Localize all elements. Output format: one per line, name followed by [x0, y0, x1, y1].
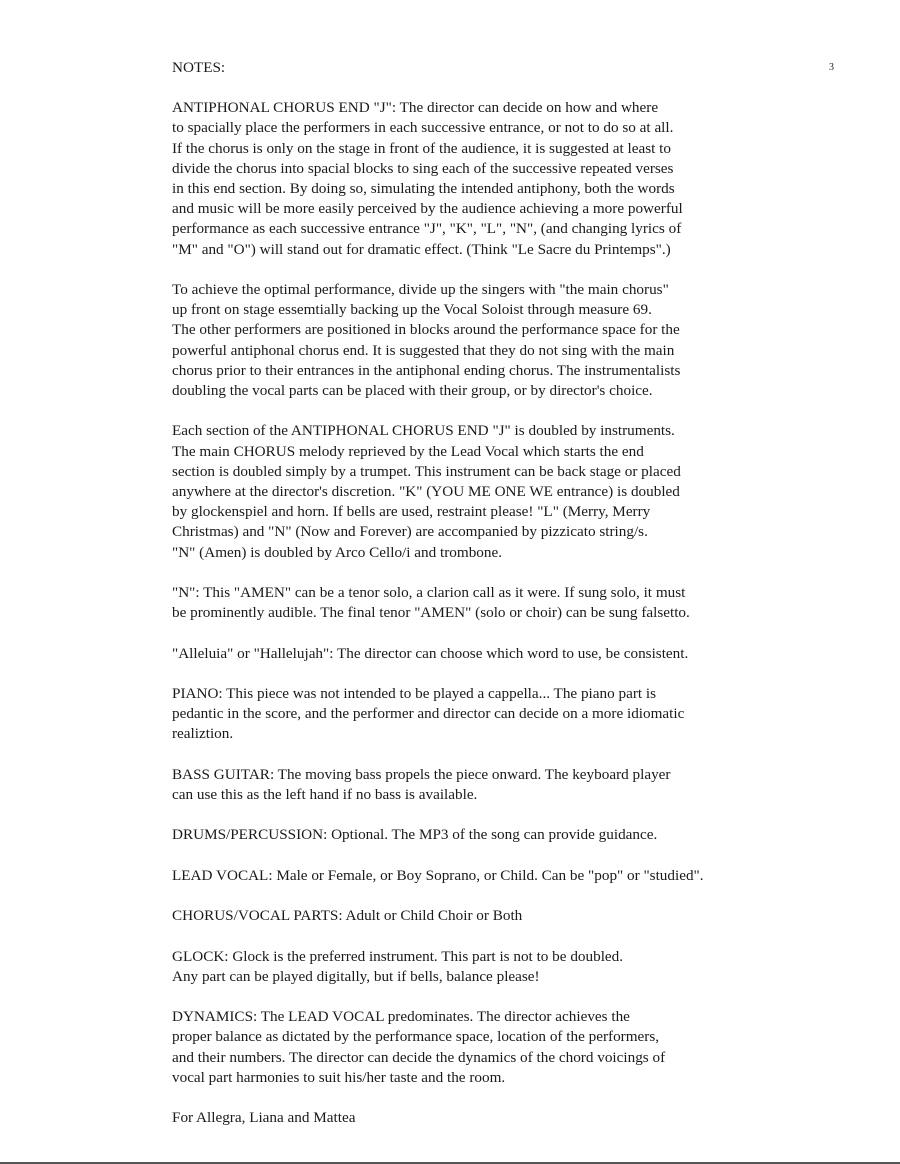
- text-line: ANTIPHONAL CHORUS END "J": The director can decide on how and where: [172, 99, 659, 117]
- text-line: If the chorus is only on the stage in front of the audience, it is suggested at least to: [172, 139, 671, 157]
- note-paragraph: [172, 866, 832, 886]
- text-line: and music will be more easily perceived by the audience achieving a more powerful: [172, 200, 683, 218]
- text-line: can use this as the left hand if no bass is available.: [172, 786, 478, 804]
- note-paragraph: [172, 1108, 832, 1128]
- text-line: "Alleluia" or "Hallelujah": The director can choose which word to use, be consistent.: [172, 644, 689, 662]
- note-paragraph: [172, 644, 832, 664]
- text-line: "N" (Amen) is doubled by Arco Cello/i and trombone.: [172, 543, 503, 561]
- text-line: anywhere at the director's discretion. "K" (YOU ME ONE WE entrance) is doubled: [172, 483, 680, 501]
- text-line: to spacially place the performers in each successive entrance, or not to do so at all.: [172, 119, 674, 137]
- text-line: GLOCK: Glock is the preferred instrument. This part is not to be doubled.: [172, 947, 624, 965]
- notes-content: [172, 58, 832, 1149]
- text-line: LEAD VOCAL: Male or Female, or Boy Soprano, or Child. Can be "pop" or "studied".: [172, 866, 704, 884]
- text-line: realiztion.: [172, 725, 234, 743]
- text-line: by glockenspiel and horn. If bells are used, restraint please! "L" (Merry, Merry: [172, 503, 651, 521]
- text-line: up front on stage essemtially backing up the Vocal Soloist through measure 69.: [172, 301, 652, 319]
- page-number: 3: [829, 62, 834, 73]
- text-line: BASS GUITAR: The moving bass propels the piece onward. The keyboard player: [172, 765, 671, 783]
- text-line: divide the chorus into spacial blocks to sing each of the successive repeated verses: [172, 159, 674, 177]
- text-line: "N": This "AMEN" can be a tenor solo, a clarion call as it were. If sung solo, it must: [172, 584, 686, 602]
- text-line: powerful antiphonal chorus end. It is suggested that they do not sing with the main: [172, 341, 675, 359]
- note-paragraph: [172, 421, 832, 562]
- text-line: performance as each successive entrance "J", "K", "L", "N", (and changing lyrics of: [172, 220, 682, 238]
- text-line: doubling the vocal parts can be placed with their group, or by director's choice.: [172, 382, 653, 400]
- note-paragraph: [172, 825, 832, 845]
- text-line: be prominently audible. The final tenor "AMEN" (solo or choir) can be sung falsetto.: [172, 604, 690, 622]
- text-line: section is doubled simply by a trumpet. This instrument can be back stage or placed: [172, 462, 681, 480]
- text-line: To achieve the optimal performance, divide up the singers with "the main chorus": [172, 281, 669, 299]
- text-line: "M" and "O") will stand out for dramatic effect. (Think "Le Sacre du Printemps".): [172, 240, 671, 258]
- notes-heading: NOTES:: [172, 59, 226, 76]
- note-paragraph: [172, 684, 832, 745]
- text-line: Christmas) and "N" (Now and Forever) are accompanied by pizzicato string/s.: [172, 523, 648, 541]
- text-line: and their numbers. The director can decide the dynamics of the chord voicings of: [172, 1048, 666, 1066]
- text-line: pedantic in the score, and the performer and director can decide on a more idiomatic: [172, 705, 685, 723]
- text-line: DYNAMICS: The LEAD VOCAL predominates. The director achieves the: [172, 1008, 630, 1026]
- text-line: DRUMS/PERCUSSION: Optional. The MP3 of the song can provide guidance.: [172, 826, 658, 844]
- text-line: chorus prior to their entrances in the antiphonal ending chorus. The instrumentalists: [172, 361, 681, 379]
- text-line: CHORUS/VOCAL PARTS: Adult or Child Choir or Both: [172, 907, 523, 925]
- text-line: vocal part harmonies to suit his/her taste and the room.: [172, 1068, 506, 1086]
- text-line: The other performers are positioned in blocks around the performance space for the: [172, 321, 680, 339]
- text-line: PIANO: This piece was not intended to be played a cappella... The piano part is: [172, 685, 657, 703]
- note-paragraph: [172, 765, 832, 805]
- text-line: Any part can be played digitally, but if bells, balance please!: [172, 967, 540, 985]
- note-paragraph: [172, 98, 832, 260]
- note-paragraph: [172, 906, 832, 926]
- text-line: The main CHORUS melody reprieved by the Lead Vocal which starts the end: [172, 442, 644, 460]
- notes-paragraphs: [172, 98, 832, 1128]
- note-paragraph: [172, 583, 832, 623]
- note-paragraph: [172, 1007, 832, 1088]
- text-line: For Allegra, Liana and Mattea: [172, 1109, 356, 1127]
- note-paragraph: [172, 280, 832, 401]
- text-line: proper balance as dictated by the performance space, location of the performers,: [172, 1028, 660, 1046]
- text-line: Each section of the ANTIPHONAL CHORUS END "J" is doubled by instruments.: [172, 422, 675, 440]
- text-line: in this end section. By doing so, simulating the intended antiphony, both the words: [172, 180, 675, 198]
- note-paragraph: [172, 947, 832, 987]
